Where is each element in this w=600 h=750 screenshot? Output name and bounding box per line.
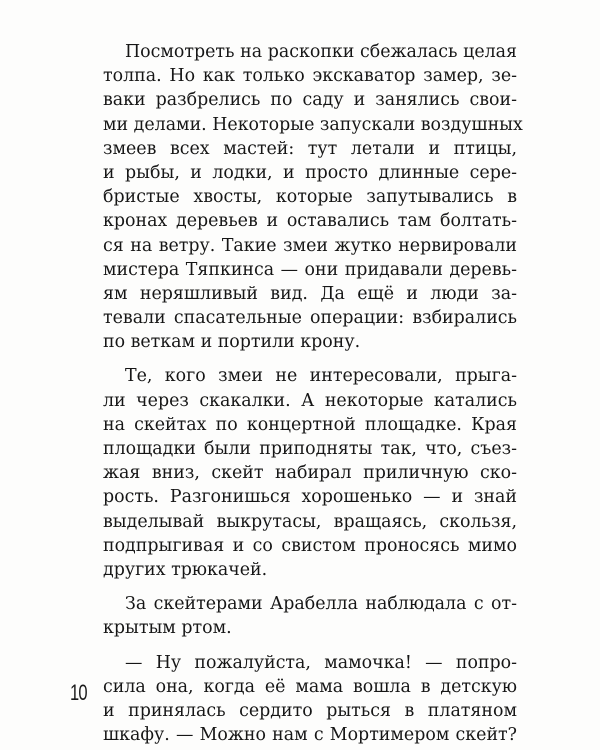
- page-number: 10: [70, 680, 87, 705]
- text-line: тевали спасательные операции: взбирались: [103, 308, 517, 329]
- text-line: на скейтах по концертной площадке. Края: [103, 414, 517, 435]
- text-line: Те, кого змеи не интересовали, прыга-: [125, 366, 517, 387]
- text-line: шкафу. — Можно нам с Мортимером скейт?: [103, 725, 517, 746]
- text-line: других трюкачей.: [103, 559, 268, 580]
- text-line: площадки были приподняты так, что, съез-: [103, 439, 517, 459]
- body-text: [103, 40, 523, 747]
- text-line: Посмотреть на раскопки сбежалась целая: [125, 42, 517, 62]
- text-line: и принялась сердито рыться в платяном: [103, 700, 517, 721]
- text-line: бристые хвосты, которые запутывались в: [103, 187, 517, 208]
- paragraph: [103, 651, 517, 748]
- text-line: рость. Разгонишься хорошенько — и знай: [103, 487, 517, 508]
- text-line: — Ну пожалуйста, мамочка! — попро-: [125, 652, 517, 673]
- text-line: и рыбы, и лодки, и просто длинные сере-: [103, 162, 517, 183]
- text-line: по веткам и портили крону.: [103, 332, 361, 353]
- text-line: ям неряшливый вид. Да ещё и люди за-: [103, 283, 517, 304]
- paragraph: [103, 40, 523, 354]
- text-line: ли через скакалки. А некоторые катались: [103, 390, 517, 411]
- paragraph: [103, 592, 517, 640]
- text-line: жая вниз, скейт набирал приличную ско-: [103, 463, 517, 484]
- text-line: сила она, когда её мама вошла в детскую: [103, 676, 517, 697]
- text-line: ваки разбрелись по саду и занялись свои-: [103, 90, 517, 111]
- text-line: ми делами. Некоторые запускали воздушных: [103, 114, 523, 135]
- text-line: змеев всех мастей: тут летали и птицы,: [103, 138, 517, 159]
- text-line: ся на ветру. Такие змеи жутко нервировали: [103, 235, 517, 256]
- text-line: подпрыгивая и со свистом проносясь мимо: [103, 535, 517, 556]
- paragraph: [103, 364, 517, 582]
- text-line: выделывай выкрутасы, вращаясь, скользя,: [103, 511, 517, 532]
- text-line: кронах деревьев и оставались там болтать-: [103, 211, 517, 232]
- text-line: За скейтерами Арабелла наблюдала с от-: [125, 594, 517, 615]
- text-line: толпа. Но как только экскаватор замер, зе-: [103, 66, 517, 87]
- text-line: мистера Тяпкинса — они придавали деревь-: [103, 259, 517, 280]
- text-line: крытым ртом.: [103, 618, 232, 639]
